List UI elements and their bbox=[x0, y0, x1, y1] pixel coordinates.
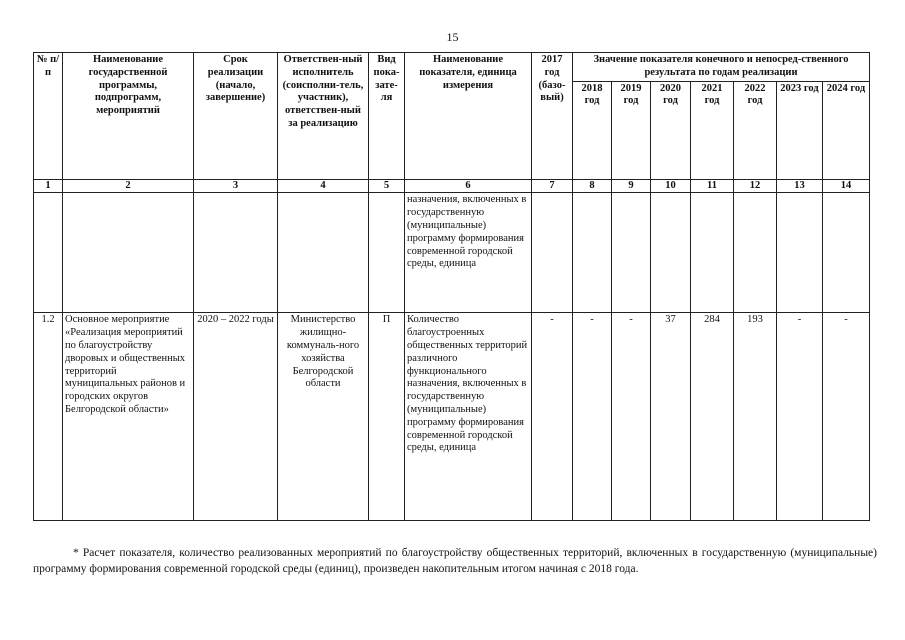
row-period: 2020 – 2022 годы bbox=[194, 313, 278, 521]
column-number: 4 bbox=[278, 179, 369, 193]
table-row-continuation bbox=[34, 193, 870, 313]
row-type: П bbox=[369, 313, 405, 521]
header-year: 2019 год bbox=[612, 81, 651, 179]
column-number: 7 bbox=[532, 179, 573, 193]
row-indicator: Количество благоустроенных общественных территорий различного функционального назначения, включенных в государственную (муниципальные) программу формирования современной городской среды, единица bbox=[405, 313, 532, 521]
row-value-2023: - bbox=[777, 313, 823, 521]
footnote: * Расчет показателя, количество реализованных мероприятий по благоустройству общественных территорий, включенных в государственную (муниципальные) программу формирования современной городской среды (единиц), произведен накопительным итогом начиная с 2018 года. bbox=[33, 547, 877, 575]
row-value-2024: - bbox=[823, 313, 870, 521]
header-num: № п/п bbox=[34, 53, 63, 180]
header-values-group: Значение показателя конечного и непосред-ственного результата по годам реализации bbox=[573, 53, 870, 82]
row-base-value: - bbox=[532, 313, 573, 521]
column-number: 1 bbox=[34, 179, 63, 193]
column-number: 6 bbox=[405, 179, 532, 193]
column-number: 12 bbox=[734, 179, 777, 193]
column-number: 5 bbox=[369, 179, 405, 193]
header-executor: Ответствен-ный исполнитель (соисполни-тель, участник), ответствен-ный за реализацию bbox=[278, 53, 369, 180]
column-number: 14 bbox=[823, 179, 870, 193]
row-value-2021: 284 bbox=[691, 313, 734, 521]
header-year: 2020 год bbox=[651, 81, 691, 179]
row-value-2020: 37 bbox=[651, 313, 691, 521]
column-number: 3 bbox=[194, 179, 278, 193]
row-value-2022: 193 bbox=[734, 313, 777, 521]
column-number: 11 bbox=[691, 179, 734, 193]
table-row-1-2 bbox=[34, 313, 870, 521]
page-number: 15 bbox=[446, 30, 459, 44]
header-base-year: 2017 год (базо-вый) bbox=[532, 53, 573, 180]
row-value-2019: - bbox=[612, 313, 651, 521]
column-number: 9 bbox=[612, 179, 651, 193]
header-name: Наименование государственной программы, подпрограмм, мероприятий bbox=[63, 53, 194, 180]
header-year: 2021 год bbox=[691, 81, 734, 179]
header-year: 2023 год bbox=[777, 81, 823, 179]
row-num: 1.2 bbox=[34, 313, 63, 521]
row-name: Основное мероприятие «Реализация мероприятий по благоустройству дворовых и общественных территорий муниципальных районов и городских округов Белгородской области» bbox=[63, 313, 194, 521]
row-value-2018: - bbox=[573, 313, 612, 521]
column-number: 8 bbox=[573, 179, 612, 193]
row-executor: Министерство жилищно-коммуналь-ного хозяйства Белгородской области bbox=[278, 313, 369, 521]
column-number: 2 bbox=[63, 179, 194, 193]
indicators-table bbox=[33, 52, 870, 521]
header-type: Вид пока-зате-ля bbox=[369, 53, 405, 180]
header-year: 2024 год bbox=[823, 81, 870, 179]
column-number: 10 bbox=[651, 179, 691, 193]
header-indicator: Наименование показателя, единица измерения bbox=[405, 53, 532, 180]
column-number: 13 bbox=[777, 179, 823, 193]
continuation-indicator: назначения, включенных в государственную (муниципальные) программу формирования современной городской среды, единица bbox=[405, 193, 532, 313]
header-year: 2022 год bbox=[734, 81, 777, 179]
header-year: 2018 год bbox=[573, 81, 612, 179]
header-period: Срок реализации (начало, завершение) bbox=[194, 53, 278, 180]
